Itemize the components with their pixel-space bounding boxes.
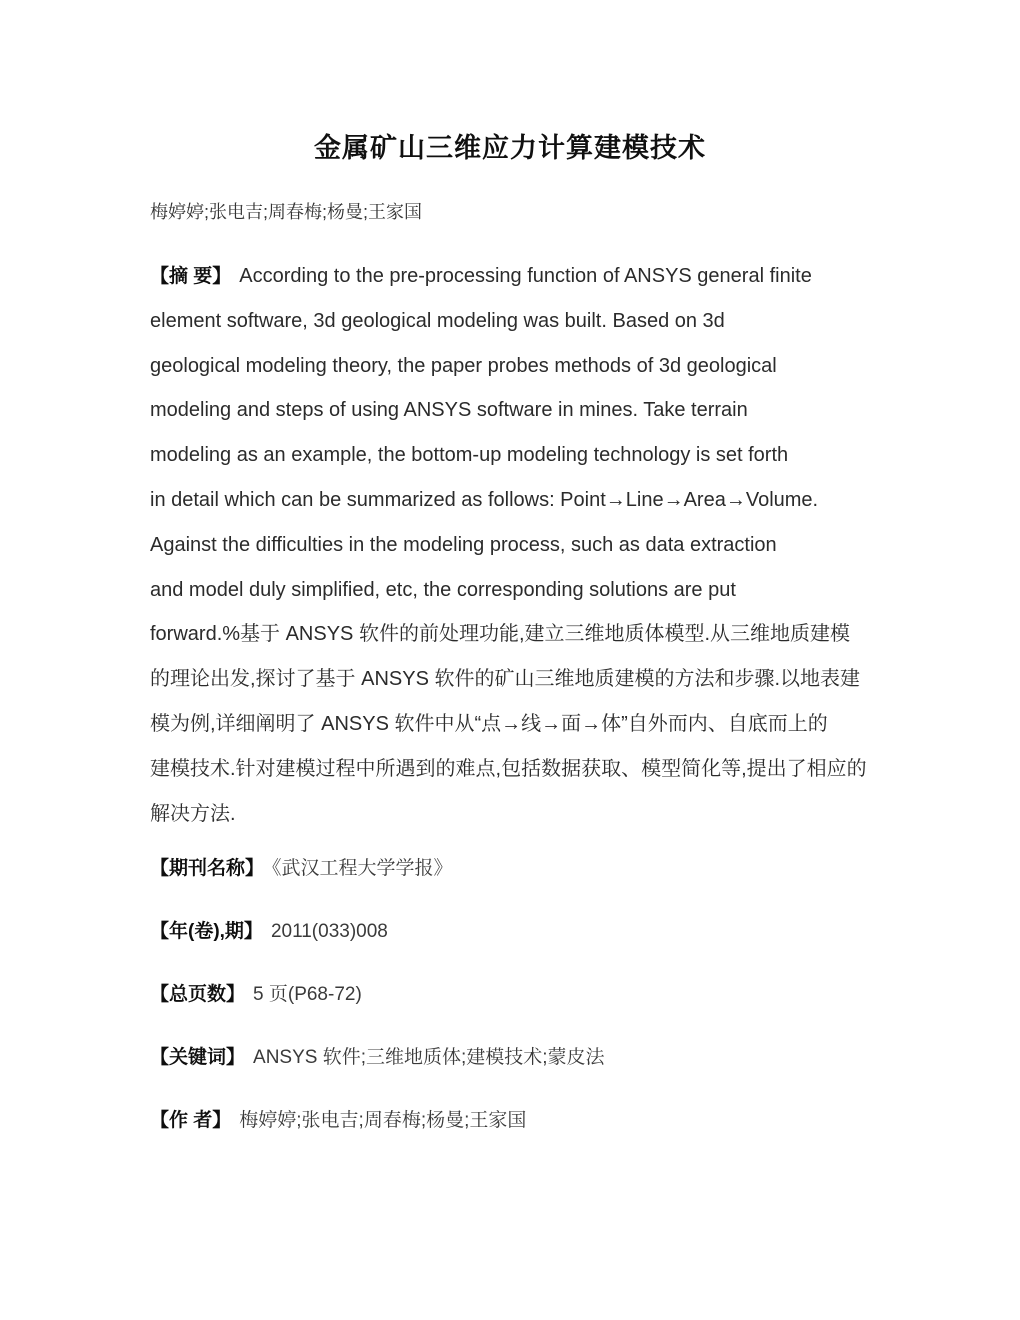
keywords-label: 【关键词】 — [150, 1047, 246, 1068]
abstract-line: geological modeling theory, the paper probes methods of 3d geological — [150, 354, 777, 377]
authors-label: 【作 者】 — [150, 1110, 232, 1131]
metadata-row-year-volume-issue — [150, 918, 605, 945]
year-volume-issue-value: 2011(033)008 — [270, 921, 388, 942]
metadata-row-authors — [150, 1107, 605, 1134]
keywords-value: ANSYS 软件;三维地质体;建模技术;蒙皮法 — [253, 1047, 605, 1068]
abstract-label: 【摘 要】 — [150, 266, 232, 287]
total-pages-value: 5 页(P68-72) — [253, 984, 362, 1005]
authors-value: 梅婷婷;张电吉;周春梅;杨曼;王家国 — [239, 1110, 527, 1131]
abstract-section — [150, 254, 890, 836]
metadata-section — [150, 855, 605, 1134]
abstract-line: forward.%基于 ANSYS 软件的前处理功能,建立三维地质体模型.从三维地质建模 — [150, 623, 851, 646]
abstract-line — [150, 254, 890, 299]
metadata-row-keywords — [150, 1044, 605, 1071]
metadata-row-journal — [150, 855, 605, 882]
abstract-line: modeling as an example, the bottom-up modeling technology is set forth — [150, 444, 789, 467]
abstract-line: 解决方法. — [150, 802, 236, 825]
year-volume-issue-label: 【年(卷),期】 — [150, 921, 263, 942]
page-title: 金属矿山三维应力计算建模技术 — [314, 133, 706, 163]
abstract-line: 建模技术.针对建模过程中所遇到的难点,包括数据获取、模型简化等,提出了相应的 — [150, 757, 867, 780]
abstract-line: 模为例,详细阐明了 ANSYS 软件中从“点→线→面→体”自外而内、自底而上的 — [150, 712, 828, 735]
metadata-row-total-pages — [150, 981, 605, 1008]
abstract-line: element software, 3d geological modeling was built. Based on 3d — [150, 309, 725, 332]
journal-label: 【期刊名称】 — [150, 858, 265, 879]
abstract-line: and model duly simplified, etc, the corresponding solutions are put — [150, 578, 736, 601]
abstract-line: in detail which can be summarized as follows: Point→Line→Area→Volume. — [150, 488, 819, 511]
abstract-text: According to the pre-processing function of ANSYS general finite — [239, 265, 812, 287]
abstract-line: Against the difficulties in the modeling process, such as data extraction — [150, 533, 777, 556]
authors-line: 梅婷婷;张电吉;周春梅;杨曼;王家国 — [150, 202, 423, 222]
total-pages-label: 【总页数】 — [150, 984, 246, 1005]
journal-value: 《武汉工程大学学报》 — [272, 858, 453, 879]
abstract-line: modeling and steps of using ANSYS software in mines. Take terrain — [150, 399, 748, 422]
abstract-line: 的理论出发,探讨了基于 ANSYS 软件的矿山三维地质建模的方法和步骤.以地表建 — [150, 668, 861, 691]
